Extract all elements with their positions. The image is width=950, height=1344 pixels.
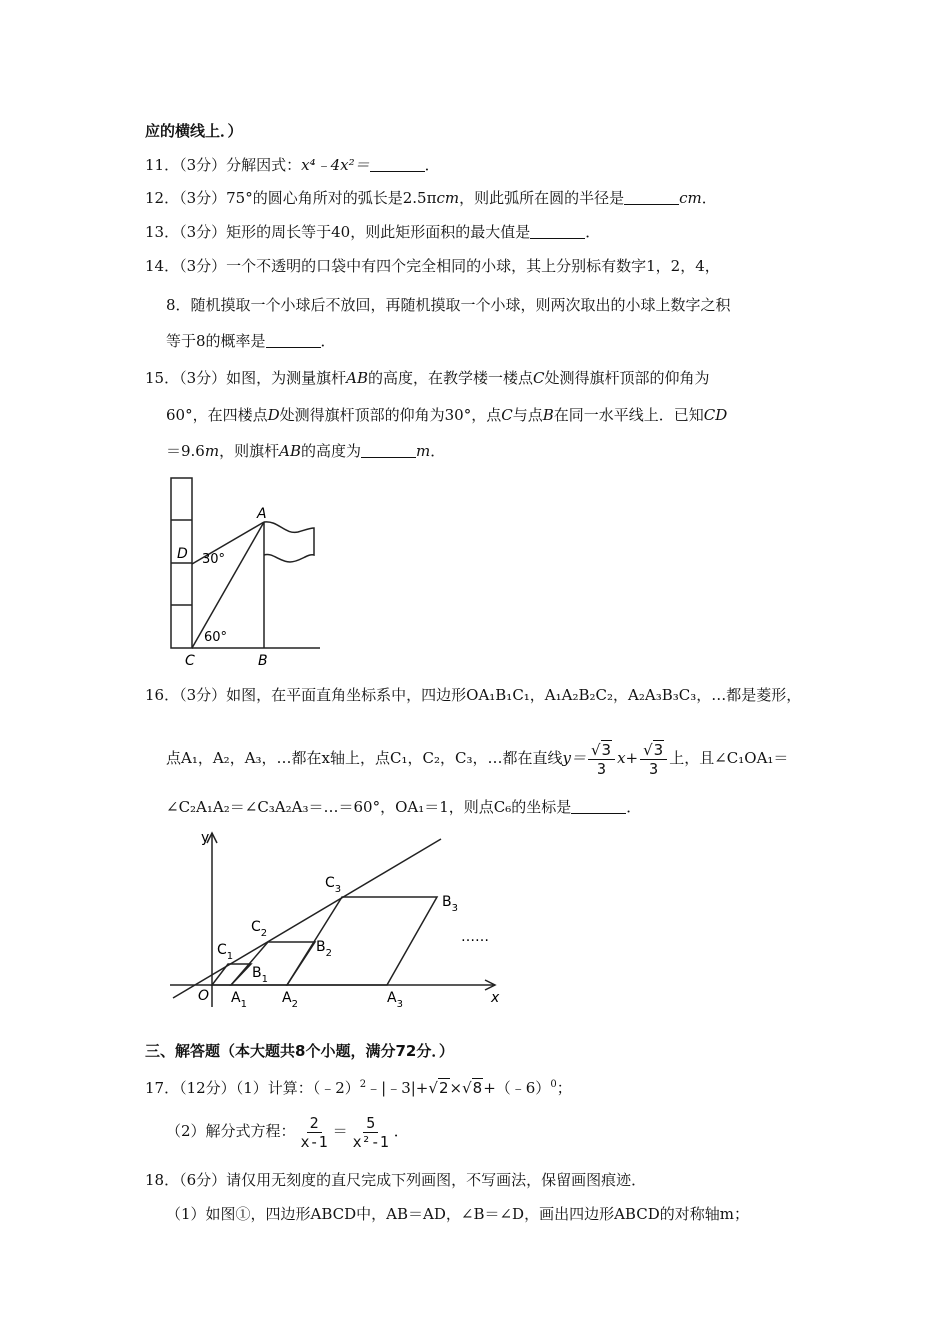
question-18: 18．（6分）请仅用无刻度的直尺完成下列画图，不写画法，保留画图痕迹． [145, 1171, 647, 1189]
rhombus-figure [165, 825, 505, 1010]
section-header-tail: 应的横线上．） [145, 122, 243, 140]
question-17-part-2: （2）解分式方程： $\frac{2}{x-1}$ ＝ $\frac{5}{\text{x²-1}}$ ． [166, 1113, 409, 1151]
q11-text: 分解因式： [226, 156, 302, 174]
label-d: D [177, 546, 188, 562]
q11-score: （3分） [179, 156, 227, 174]
question-17-part-1: 17．（12分）（1）计算：（﹣2）$^2$﹣|﹣3|+√2×√8+（﹣6）$^0$； [145, 1079, 572, 1097]
fraction-sqrt3-over-3: $\frac{√3}{3}$ [640, 741, 667, 778]
label-c3: $C_3$ [325, 875, 342, 895]
label-a1: $A_1$ [231, 990, 247, 1010]
label-b: B [258, 653, 268, 669]
question-13: 13．（3分）矩形的周长等于40，则此矩形面积的最大值是 ． [145, 223, 601, 241]
question-18-part-1: （1）如图①，四边形ABCD中，AB＝AD，∠B＝∠D，画出四边形ABCD的对称轴m； [166, 1205, 749, 1223]
q11-number: 11． [145, 156, 180, 174]
answer-blank[interactable] [571, 799, 626, 814]
label-c2: $C_2$ [251, 919, 268, 939]
question-14-line-1: 14．（3分）一个不透明的口袋中有四个完全相同的小球，其上分别标有数字1，2，4， [145, 257, 720, 275]
section-3-title: 三、解答题（本大题共8个小题，满分72分．） [145, 1042, 454, 1060]
label-y: y [201, 830, 210, 846]
question-11: 11．（3分）分解因式：x⁴﹣4x²＝ ． [145, 156, 440, 174]
line-c [173, 839, 441, 998]
flagpole-figure [160, 470, 325, 670]
fraction-5-over-x2-1: $\frac{5}{\text{x²-1}}$ [352, 1113, 389, 1151]
sqrt-2: √2 [428, 1079, 449, 1097]
answer-blank[interactable] [530, 224, 585, 239]
label-b2: $B_2$ [316, 939, 332, 959]
question-16-line-1: 16．（3分）如图，在平面直角坐标系中，四边形OA₁B₁C₁，A₁A₂B₂C₂，A₂A₃B₃C₃，…都是菱形， [145, 686, 802, 704]
answer-blank[interactable] [624, 190, 679, 205]
answer-blank[interactable] [361, 443, 416, 458]
question-16-line-3: ∠C₂A₁A₂＝∠C₃A₂A₃＝…＝60°，OA₁＝1，则点C₆的坐标是 ． [166, 798, 642, 816]
sqrt-8: √8 [462, 1079, 483, 1097]
answer-blank[interactable] [266, 333, 321, 348]
label-b1: $B_1$ [252, 965, 268, 985]
label-x: x [491, 990, 500, 1006]
question-16-line-2: 点A₁，A₂，A₃，…都在x轴上，点C₁，C₂，C₃，…都在直线y＝ $\frac{√3}{3}$ x+ $\frac{√3}{3}$ 上，且∠C₁OA₁＝ [166, 740, 789, 778]
angle-30: 30° [202, 552, 226, 567]
sight-line-c [192, 522, 264, 648]
label-o: O [198, 988, 210, 1004]
question-14-line-3: 等于8的概率是 ． [166, 332, 336, 350]
flag [264, 522, 314, 562]
question-15-line-3: ＝9.6m，则旗杆AB的高度为 m． [166, 442, 446, 460]
rhombus-3 [287, 897, 437, 985]
label-a2: $A_2$ [282, 990, 298, 1010]
question-15-line-2: 60°，在四楼点D处测得旗杆顶部的仰角为30°，点C与点B在同一水平线上．已知CD [166, 406, 728, 424]
label-a: A [257, 506, 267, 522]
question-15-line-1: 15．（3分）如图，为测量旗杆AB的高度，在教学楼一楼点C处测得旗杆顶部的仰角为 [145, 369, 710, 387]
question-12: 12．（3分）75°的圆心角所对的弧长是2.5πcm，则此弧所在圆的半径是 cm． [145, 189, 717, 207]
label-b3: $B_3$ [442, 894, 458, 914]
label-c: C [185, 653, 195, 669]
label-c1: $C_1$ [217, 942, 234, 962]
ellipsis: …… [461, 929, 489, 945]
q11-expression: x⁴﹣4x²＝ [301, 156, 370, 174]
fraction-2-over-x-1: $\frac{2}{x-1}$ [300, 1113, 328, 1151]
question-14-line-2: 8．随机摸取一个小球后不放回，再随机摸取一个小球，则两次取出的小球上数字之积 [166, 296, 731, 314]
angle-60: 60° [204, 630, 228, 645]
answer-blank[interactable] [370, 157, 425, 172]
label-a3: $A_3$ [387, 990, 403, 1010]
rhombus-1 [212, 964, 251, 985]
fraction-sqrt3-over-3: $\frac{√3}{3}$ [588, 741, 615, 778]
